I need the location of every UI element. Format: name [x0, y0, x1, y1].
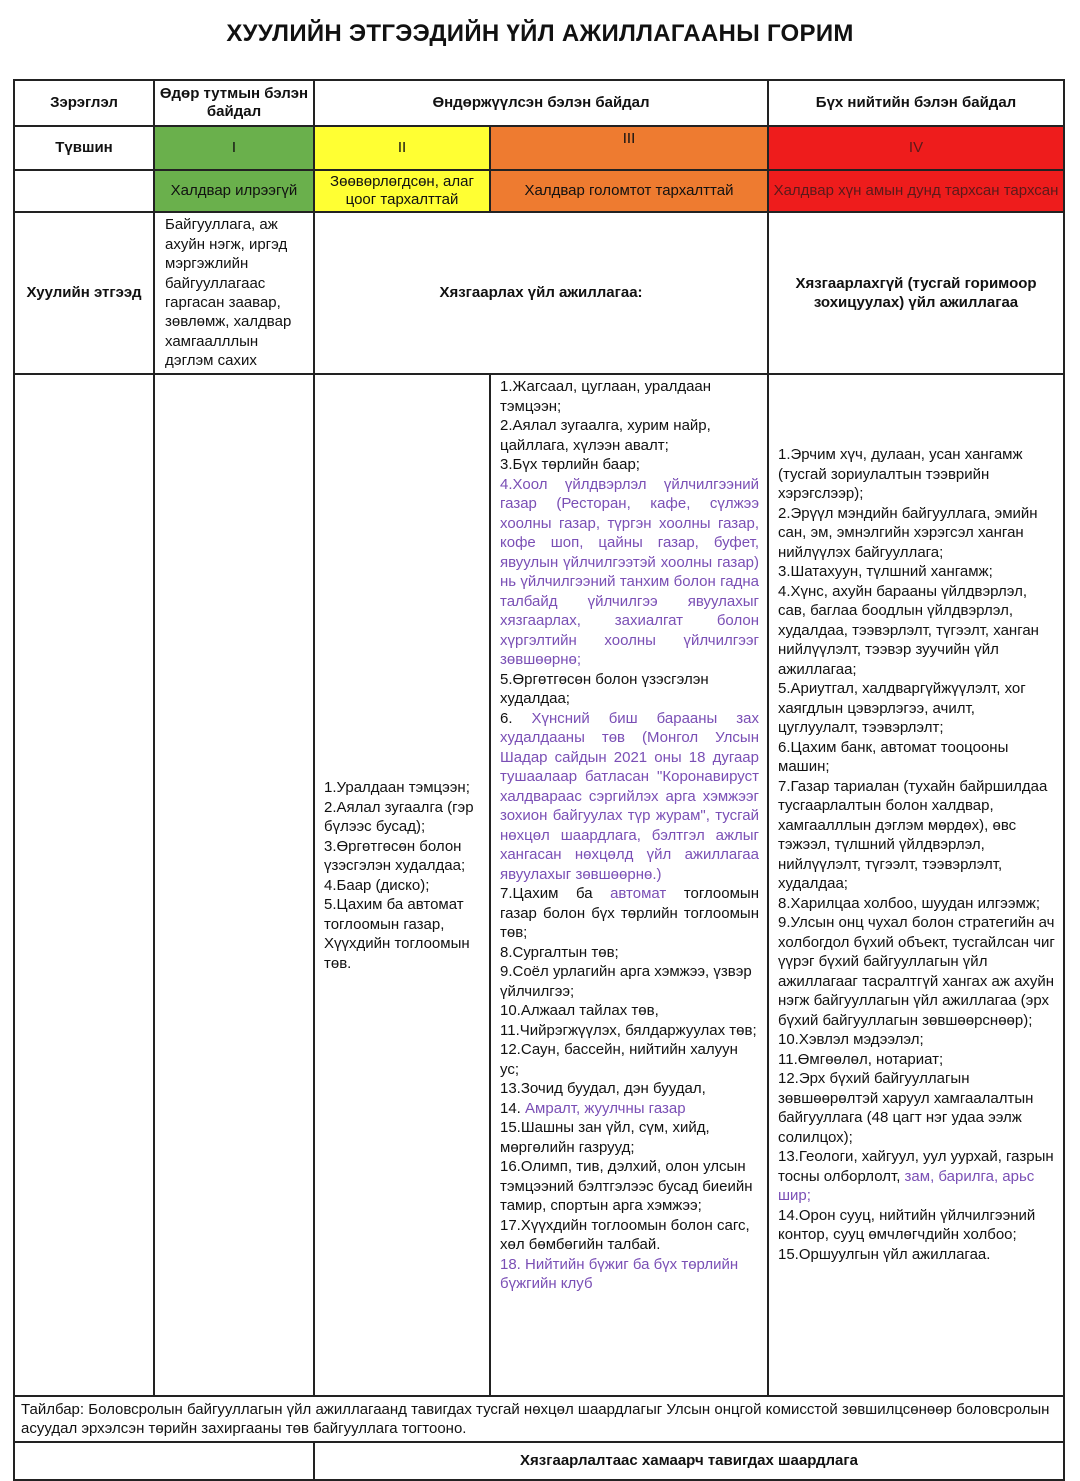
list-item: 16.Олимп, тив, дэлхий, олон улсын тэмцээний бэлтгэлээс бусад биеийн тамир, спортын арга хэмжээ;: [500, 1158, 753, 1214]
level-label: Түвшин: [14, 126, 154, 170]
note-row: [14, 1396, 1064, 1442]
activity-empty-cell-1: [14, 374, 154, 1396]
list-item: 1.Уралдаан тэмцээн;: [324, 779, 470, 796]
footer-row: [14, 1442, 1064, 1480]
entity-row: [14, 212, 1064, 374]
rank-label: Зэрэглэл: [14, 80, 154, 126]
regime-table: [13, 79, 1065, 1481]
list-item: 12.Саун, бассейн, нийтийн халуун ус;: [500, 1041, 738, 1078]
list-item: 5.Ариутгал, халдваргүйжүүлэлт, хог хаягдлын цэвэрлэгээ, ачилт, цуглуулалт, тээвэрлэлт;: [778, 680, 1026, 736]
list-item: 2.Аялал зугаалга, хурим найр, цайллага, хүлээн авалт;: [500, 417, 711, 454]
list-item: 10.Алжаал тайлах төв,: [500, 1002, 659, 1019]
list-item: 3.Өргөтгөсөн болон үзэсгэлэн худалдаа;: [324, 837, 466, 874]
entity-label: Хуулийн этгээд: [14, 212, 154, 374]
level-3-activity-list: [490, 374, 768, 1396]
daily-requirement-text: Байгууллага, аж ахуйн нэгж, иргэд мэргэжлийн байгууллагаас гаргасан заавар, зөвлөмж, халдвар хамгаалллын дэглэм сахих: [154, 212, 314, 374]
list-item: 1.Жагсаал, цуглаан, уралдаан тэмцээн;: [500, 378, 712, 415]
status-row: [14, 170, 1064, 212]
daily-readiness-header: Өдөр тутмын бэлэн байдал: [154, 80, 314, 126]
list-item: 8.Сургалтын төв;: [500, 943, 619, 961]
status-4-cell: Халдвар хүн амын дунд тархсан тархсан: [768, 170, 1064, 212]
list-item: 6.Цахим банк, автомат тооцооны машин;: [778, 738, 1009, 775]
level-row: [14, 126, 1064, 170]
footer-heading: Хязгаарлалтаас хамаарч тавигдах шаардлага: [314, 1442, 1064, 1480]
list-item-number: 14.: [500, 1099, 526, 1117]
list-item: 5.Цахим ба автомат тоглоомын газар, Хүүхдийн тоглоомын төв.: [324, 896, 470, 972]
note-text: Тайлбар: Боловсролын байгууллагын үйл ажиллагаанд тавигдах тусгай нөхцөл шаардлагыг Улсын онцгой комисстой зөвшилцсөнөөр боловсролын асуудал эрхэлсэн төрийн захиргааны төв байгууллага тогтооно.: [14, 1396, 1064, 1442]
level-4-cell: IV: [768, 126, 1064, 170]
status-3-cell: Халдвар голомтот тархалттай: [490, 170, 768, 212]
list-item: 9.Соёл урлагийн арга хэмжээ, үзвэр үйлчилгээ;: [500, 963, 752, 1000]
list-item: [500, 709, 759, 885]
list-item: [500, 884, 759, 943]
list-item-text: тоглоомын газар болон бүх төрлийн тоглоомын төв;: [500, 885, 759, 941]
list-item: 2.Аялал зугаалга (гэр бүлээс бусад);: [324, 798, 474, 835]
list-item: 12.Эрх бүхий байгууллагын зөвшөөрөлтэй харуул хамгаалалтын байгууллага (48 цагт нэг удаа ээлж солилцох);: [778, 1070, 1034, 1146]
list-item: 4.Хүнс, ахуйн барааны үйлдвэрлэл, сав, баглаа боодлын үйлдвэрлэл, худалдаа, тээвэрлэлт, түгээлт, ханган нийлүүлэлт, тээвэр зуучийн үйл ажиллагаа;: [778, 582, 1039, 678]
list-item-text: 7.Цахим ба: [500, 885, 611, 902]
list-item-text: 13.Геологи, хайгуул, уул уурхай, газрын тосны олборлолт,: [778, 1148, 1054, 1185]
list-item-text: автомат: [610, 885, 667, 902]
footer-empty-cell: [14, 1442, 314, 1480]
header-row: [14, 80, 1064, 126]
level-2-activity-list: [314, 374, 490, 1396]
list-item: 1.Эрчим хүч, дулаан, усан хангамж (тусгай зориулалтын тээврийн хэрэгслээр);: [778, 446, 1023, 502]
list-item: 15.Шашны зан үйл, сүм, хийд, мөргөлийн газрууд;: [500, 1119, 710, 1156]
list-item: 18. Нийтийн бүжиг ба бүх төрлийн бүжгийн клуб: [500, 1255, 739, 1292]
list-item: 9.Улсын онц чухал болон стратегийн ач холбогдол бүхий объект, тусгайлсан чиг үүрэг бүхий байгууллагын үйл ажиллагааг тасралтгүй хангах аж ахуйн нэгж байгууллагын үйл ажиллагаа (эрх бүхий байгууллагын зөвшөөрснөөр);: [778, 914, 1055, 1029]
list-item: 5.Өргөтгөсөн болон үзэсгэлэн худалдаа;: [500, 670, 709, 707]
list-item-text: Хүнсний биш барааны зах худалдааны төв (Монгол Улсын Шадар сайдын 2021 оны 18 дугаар тушаалаар батласан "Коронавируст халдвараас сэргийлэх арга хэмжээг зохион байгуулах түр журам", тусгай нөхцөл шаардлага, бэлтгэл ажлыг хангасан нөхцөлд үйл ажиллагаа явуулахыг зөвшөөрнө.): [500, 709, 759, 883]
list-item: 7.Газар тариалан (тухайн байршилдаа тусгаарлалтын болон халдвар, хамгаалллын дэглэм мөрдөх), өвс тэжээл, түлшний үйлдвэрлэл, нийлүүлэлт, түгээлт, тээвэрлэлт, худалдаа;: [778, 777, 1048, 892]
list-item: 2.Эрүүл мэндийн байгууллага, эмийн сан, эм, эмнэлгийн хэрэгсэл ханган нийлүүлэх байгууллага;: [778, 504, 1038, 561]
list-item: 11.Өмгөөлөл, нотариат;: [778, 1050, 944, 1068]
list-item: 3.Бүх төрлийн баар;: [500, 456, 640, 473]
list-item: 4.Баар (диско);: [324, 876, 430, 894]
level-1-cell: I: [154, 126, 314, 170]
elevated-readiness-header: Өндөржүүлсэн бэлэн байдал: [314, 80, 768, 126]
list-item-text: Амралт, жуулчны газар: [525, 1099, 686, 1117]
list-item: 10.Хэвлэл мэдээлэл;: [778, 1031, 924, 1048]
list-item: [500, 1099, 759, 1119]
level-3-cell: III: [490, 126, 768, 170]
list-item: 4.Хоол үйлдвэрлэл үйлчилгээний газар (Ресторан, кафе, сүлжээ хоолны газар, түргэн хоолны газар, кофе шоп, цайны газар, буфет, явуулын үйлчилгээтэй хоолны газар) нь үйлчилгээний танхим болон гадна талбайд үйлчилгээ явуулахыг хязгаарлах, захиалгат болон хүргэлтийн хоолны үйлчилгээг зөвшөөрнө;: [500, 475, 759, 668]
activity-empty-cell-2: [154, 374, 314, 1396]
list-item-text: зам, барилга, арьс шир;: [778, 1167, 1035, 1204]
list-item: 11.Чийрэгжүүлэх, бялдаржуулах төв;: [500, 1021, 757, 1039]
level-2-cell: II: [314, 126, 490, 170]
list-item: 8.Харилцаа холбоо, шуудан илгээмж;: [778, 894, 1040, 912]
status-2-cell: Зөөвөрлөгдсөн, алаг цоог тархалттай: [314, 170, 490, 212]
list-item: [778, 1147, 1055, 1206]
list-item: 17.Хүүхдийн тоглоомын болон сагс, хөл бөмбөгийн талбай.: [500, 1216, 750, 1253]
unrestricted-activity-heading: Хязгаарлахгүй (тусгай горимоор зохицуулах) үйл ажиллагаа: [768, 212, 1064, 374]
list-item: 14.Орон сууц, нийтийн үйлчилгээний контор, сууц өмчлөгчдийн холбоо;: [778, 1206, 1036, 1243]
page-title: ХУУЛИЙН ЭТГЭЭДИЙН ҮЙЛ АЖИЛЛАГААНЫ ГОРИМ: [226, 20, 854, 47]
list-item: 15.Оршуулгын үйл ажиллагаа.: [778, 1245, 991, 1263]
restricted-activity-heading: Хязгаарлах үйл ажиллагаа:: [314, 212, 768, 374]
full-readiness-header: Бүх нийтийн бэлэн байдал: [768, 80, 1064, 126]
list-item: 13.Зочид буудал, дэн буудал,: [500, 1080, 706, 1097]
level-4-activity-list: [768, 374, 1064, 1396]
list-item-number: 6.: [500, 709, 532, 727]
list-item: 3.Шатахуун, түлшний хангамж;: [778, 563, 993, 580]
activity-lists-row: [14, 374, 1064, 1396]
status-1-cell: Халдвар илрээгүй: [154, 170, 314, 212]
status-empty-cell: [14, 170, 154, 212]
